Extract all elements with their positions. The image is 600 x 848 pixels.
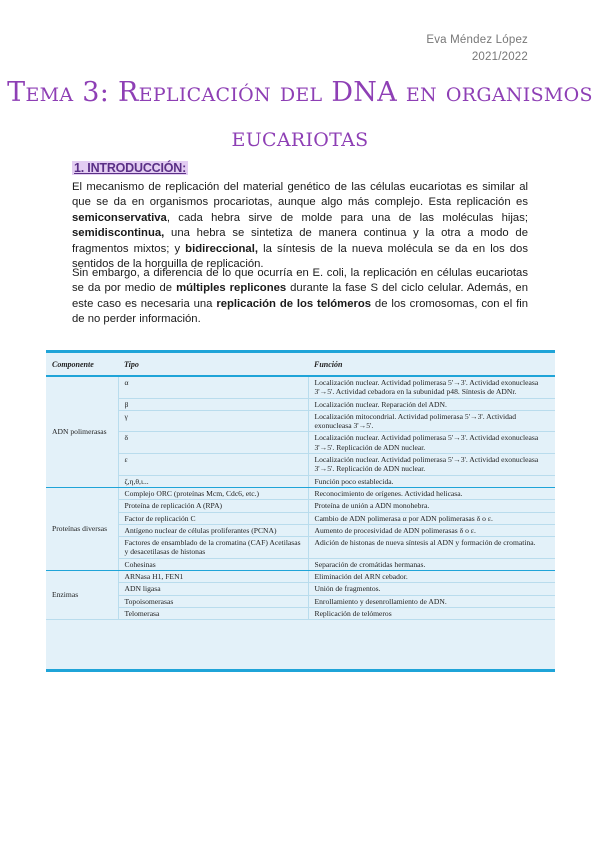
- table-row: [46, 512, 555, 524]
- cell-funcion: Separación de cromátidas hermanas.: [308, 558, 555, 570]
- table-row: [46, 475, 555, 487]
- table-row: [46, 500, 555, 512]
- cell-funcion: Proteína de unión a ADN monohebra.: [308, 500, 555, 512]
- cell-funcion: Localización nuclear. Reparación del ADN.: [308, 398, 555, 410]
- table-row: [46, 607, 555, 619]
- cell-tipo: β: [118, 398, 308, 410]
- cell-funcion: Reconocimiento de orígenes. Actividad helicasa.: [308, 487, 555, 499]
- term-multiples-replicones: múltiples replicones: [176, 282, 287, 295]
- cell-funcion: Cambio de ADN polimerasa α por ADN polimerasas δ o ε.: [308, 512, 555, 524]
- cell-tipo: Telomerasa: [118, 607, 308, 619]
- section-heading: 1. INTRODUCCIÓN:: [74, 161, 187, 175]
- cell-componente: Enzimas: [46, 571, 118, 620]
- table-header-row: [46, 353, 555, 376]
- text-span: de los cromosomas, con el fin de no perder información.: [72, 297, 529, 326]
- cell-tipo: ε: [118, 454, 308, 476]
- cell-funcion: Unión de fragmentos.: [308, 583, 555, 595]
- page-title-line1: Tema 3: Replicación del DNA en organismos: [7, 77, 593, 108]
- table-row: [46, 432, 555, 454]
- header-componente: Componente: [46, 353, 118, 376]
- cell-funcion: Localización nuclear. Actividad polimerasa 5'→3'. Actividad exonucleasa 3'→5'. Replicación de ADN nuclear.: [308, 454, 555, 476]
- table-body: [46, 376, 555, 620]
- cell-funcion: Enrollamiento y desenrollamiento de ADN.: [308, 595, 555, 607]
- header-funcion: Función: [308, 353, 555, 376]
- table-row: [46, 571, 555, 583]
- text-span: durante la fase S del ciclo celular. Además, en este caso es necesaria una: [72, 282, 528, 310]
- cell-funcion: Localización nuclear. Actividad polimerasa 5'→3'. Actividad exonucleasa 3'→5'. Replicación de ADN nuclear.: [308, 432, 555, 454]
- cell-tipo: γ: [118, 410, 308, 432]
- table-row: [46, 595, 555, 607]
- cell-tipo: Topoisomerasas: [118, 595, 308, 607]
- cell-funcion: Aumento de procesividad de ADN polimerasas δ o ε.: [308, 524, 555, 536]
- table-row: [46, 454, 555, 476]
- table-row: [46, 524, 555, 536]
- page-title-line2: eucariotas: [231, 122, 369, 153]
- term-bidireccional: bidireccional,: [185, 242, 258, 255]
- components-table: [46, 353, 555, 620]
- author-block: [426, 32, 528, 66]
- cell-tipo: Factor de replicación C: [118, 512, 308, 524]
- table-row: [46, 537, 555, 559]
- table-row: [46, 398, 555, 410]
- cell-funcion: Localización mitocondrial. Actividad polimerasa 5'→3'. Actividad exonucleasa 3'→5'.: [308, 410, 555, 432]
- cell-tipo: α: [118, 376, 308, 398]
- intro-paragraph-2: [72, 266, 528, 328]
- text-span: una hebra se sintetiza de manera continua y la otra a modo de fragmentos mixtos; y: [72, 227, 528, 255]
- text-span: la síntesis de la nueva molécula se da en los dos sentidos de la horquilla de replicación.: [72, 242, 528, 271]
- replication-components-table: [46, 350, 555, 672]
- cell-funcion: Eliminación del ARN cebador.: [308, 571, 555, 583]
- text-span: , cada hebra sirve de molde para una de las moléculas hijas;: [166, 211, 528, 224]
- cell-funcion: Replicación de telómeros: [308, 607, 555, 619]
- intro-paragraph-1: [72, 180, 528, 272]
- term-replicacion-telomeros: replicación de los telómeros: [216, 297, 372, 310]
- cell-tipo: Proteína de replicación A (RPA): [118, 500, 308, 512]
- academic-year: 2021/2022: [471, 51, 528, 63]
- cell-tipo: δ: [118, 432, 308, 454]
- text-span: El mecanismo de replicación del material genético de las células eucariotas es similar al que se da en organismos procariotas, aunque algo más complejo. Esta replicación es: [72, 181, 528, 209]
- cell-funcion: Localización nuclear. Actividad polimerasa 5'→3'. Actividad exonucleasa 3'→5'. Actividad cebadora en la subunidad p48. Síntesis de ADNr.: [308, 376, 555, 398]
- cell-componente: ADN polimerasas: [46, 376, 118, 487]
- cell-tipo: Antígeno nuclear de células proliferantes (PCNA): [118, 524, 308, 536]
- cell-componente: Proteínas diversas: [46, 487, 118, 570]
- table-row: [46, 558, 555, 570]
- term-semiconservativa: semiconservativa: [72, 211, 167, 224]
- cell-funcion: Función poco establecida.: [308, 475, 555, 487]
- term-semidiscontinua: semidiscontinua,: [72, 227, 165, 240]
- cell-funcion: Adición de histonas de nueva síntesis al ADN y formación de cromatina.: [308, 537, 555, 559]
- table-row: [46, 487, 555, 499]
- table-row: [46, 583, 555, 595]
- author-name: Eva Méndez López: [426, 34, 528, 46]
- cell-tipo: ADN ligasa: [118, 583, 308, 595]
- table-row: [46, 376, 555, 398]
- cell-tipo: Complejo ORC (proteínas Mcm, Cdc6, etc.): [118, 487, 308, 499]
- cell-tipo: Factores de ensamblado de la cromatina (CAF) Acetilasas y desacetilasas de histonas: [118, 537, 308, 559]
- text-span: Sin embargo, a diferencia de lo que ocurría en E. coli, la replicación en células eucariotas se da por medio de: [72, 267, 528, 295]
- header-tipo: Tipo: [118, 353, 308, 376]
- table-row: [46, 410, 555, 432]
- cell-tipo: Cohesinas: [118, 558, 308, 570]
- cell-tipo: ARNasa H1, FEN1: [118, 571, 308, 583]
- cell-tipo: ζ,η,θ,ι...: [118, 475, 308, 487]
